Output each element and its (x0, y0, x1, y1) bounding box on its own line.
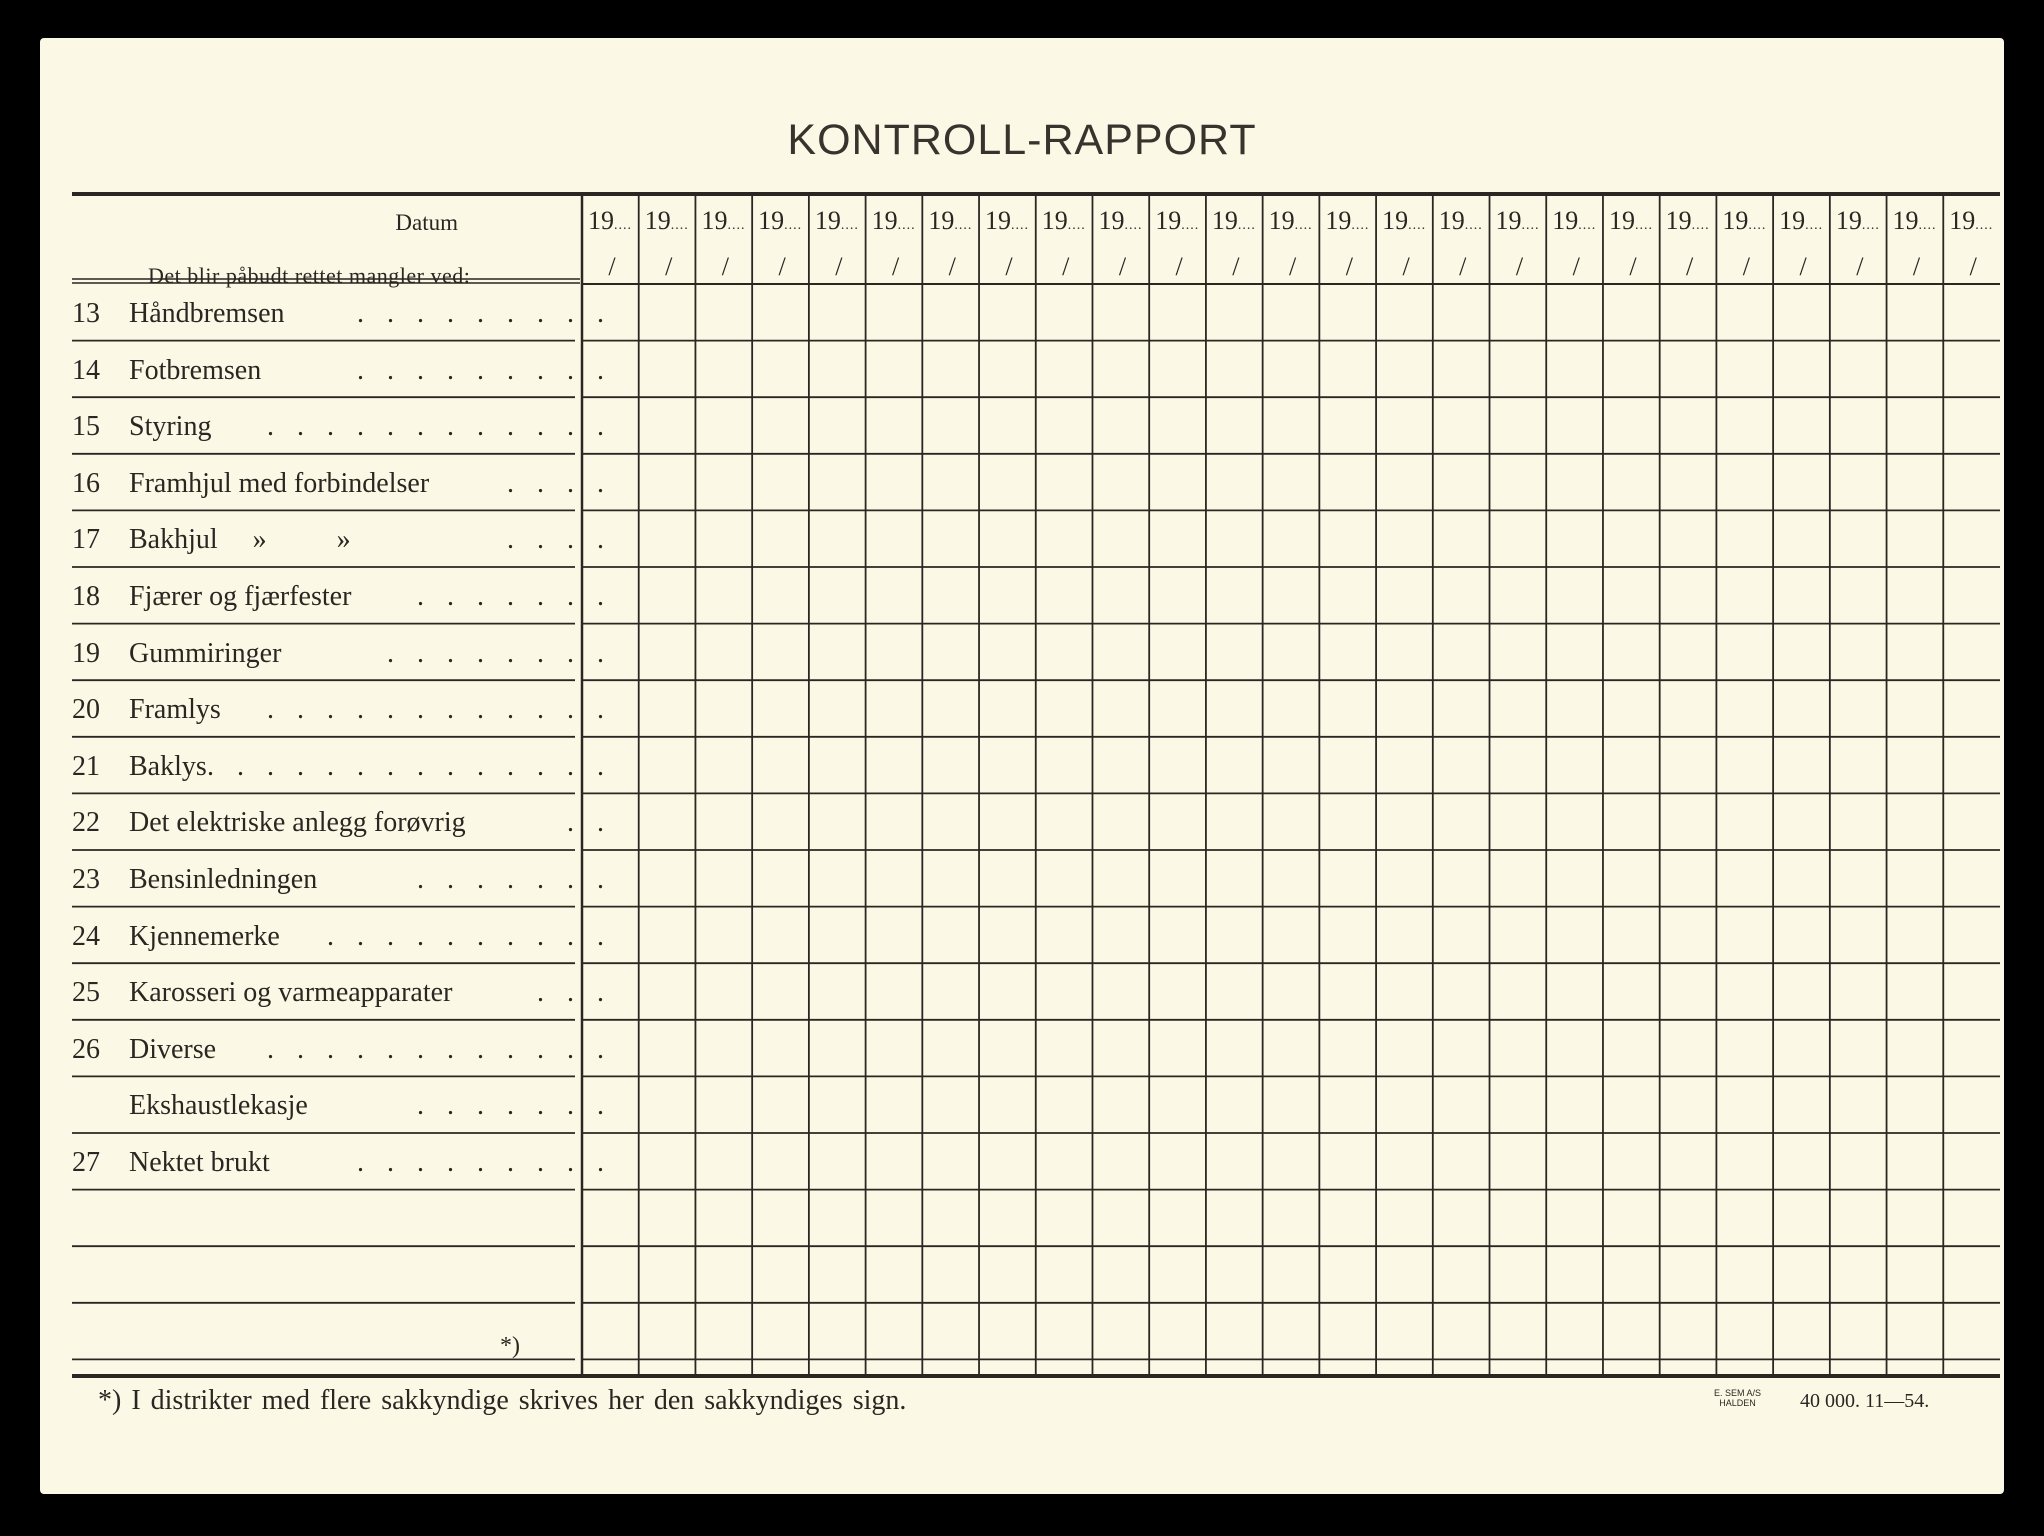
column-year (1439, 206, 1483, 236)
column-year (1098, 206, 1142, 236)
row-number: 17 (72, 524, 100, 556)
year-prefix: 19 (1495, 206, 1522, 235)
column-year (1042, 206, 1086, 236)
column-year (1779, 206, 1823, 236)
row-number: 21 (72, 750, 100, 782)
row-label: Bakhjul » » (129, 524, 351, 556)
column-year (1269, 206, 1313, 236)
mangler-label: Det blir påbudt rettet mangler ved: (148, 263, 471, 288)
row-leader-dots: . . (567, 807, 612, 839)
row-leader-dots: . . . . . . . . . (357, 354, 612, 386)
row-leader-dots: . . . . . . . (417, 1090, 612, 1122)
year-prefix: 19 (701, 206, 728, 235)
column-date-slash: / (835, 252, 843, 281)
column-year (1666, 206, 1710, 236)
row-label: Kjennemerke (129, 920, 280, 952)
row-label: Framhjul med forbindelser (129, 467, 430, 499)
year-blank: .... (1124, 218, 1143, 233)
year-prefix: 19 (1892, 206, 1919, 235)
row-leader-dots: . . . . . . . (417, 864, 612, 895)
column-date-slash: / (1686, 252, 1694, 281)
year-blank: .... (1975, 218, 1994, 233)
column-date-slash: / (891, 252, 900, 281)
column-year (1325, 206, 1369, 236)
column-date-slash: / (948, 252, 956, 281)
row-leader-dots: . . . . . . . . (387, 637, 612, 669)
year-prefix: 19 (588, 206, 614, 235)
year-prefix: 19 (758, 206, 785, 235)
row-label: Styring (129, 411, 212, 443)
year-blank: .... (1011, 218, 1030, 233)
datum-label: Datum (395, 210, 458, 235)
year-blank: .... (1181, 218, 1200, 233)
row-label: Fjærer og fjærfester (129, 581, 352, 612)
row-leader-dots: . . . . . . . . . (357, 298, 612, 329)
year-prefix: 19 (985, 206, 1012, 235)
year-blank: .... (840, 218, 859, 233)
year-blank: .... (670, 218, 689, 233)
row-number: 25 (72, 977, 100, 1009)
row-number: 22 (72, 807, 100, 839)
row-number: 24 (72, 920, 100, 952)
signature-mark: *) (500, 1333, 520, 1359)
row-label: Karosseri og varmeapparater (129, 977, 453, 1009)
column-year (985, 206, 1029, 236)
row-leader-dots: . . . . . . . . . . . . (267, 411, 612, 443)
year-prefix: 19 (1722, 206, 1749, 235)
year-blank: .... (784, 218, 803, 233)
row-number: 23 (72, 864, 100, 895)
column-year (815, 206, 859, 236)
column-year (1496, 206, 1540, 236)
column-date-slash: / (1402, 252, 1410, 281)
footnote: *) I distrikter med flere sakkyndige skrives her den sakkyndiges sign. (98, 1385, 907, 1416)
column-date-slash: / (1005, 252, 1013, 281)
year-prefix: 19 (1325, 206, 1352, 235)
column-year (588, 206, 632, 236)
column-date-slash: / (1118, 252, 1127, 281)
row-number: 15 (72, 411, 100, 443)
year-blank: .... (1351, 218, 1370, 233)
column-year (1722, 206, 1766, 236)
column-year (1552, 206, 1596, 236)
column-date-slash: / (1856, 252, 1864, 281)
year-blank: .... (727, 218, 746, 233)
row-label: Ekshaustlekasje (129, 1090, 308, 1122)
row-label: Gummiringer (129, 637, 282, 669)
column-year (758, 206, 802, 236)
year-blank: .... (1408, 218, 1427, 233)
year-blank: .... (1861, 218, 1880, 233)
row-label: Bensinledningen (129, 864, 318, 895)
year-blank: .... (614, 218, 632, 233)
column-year (1212, 206, 1256, 236)
column-year (1609, 206, 1653, 236)
column-date-slash: / (1799, 252, 1807, 281)
column-date-slash: / (1459, 252, 1467, 281)
year-blank: .... (1805, 218, 1824, 233)
year-blank: .... (1521, 218, 1540, 233)
row-number: 16 (72, 467, 100, 499)
year-prefix: 19 (1098, 206, 1125, 235)
row-leader-dots: . . . . (507, 524, 612, 556)
column-year (1382, 206, 1426, 236)
year-blank: .... (1578, 218, 1597, 233)
print-number: 40 000. 11—54. (1800, 1390, 1930, 1412)
row-number: 14 (72, 354, 100, 386)
row-number: 19 (72, 637, 100, 669)
year-blank: .... (1294, 218, 1313, 233)
row-label: Fotbremsen (129, 354, 262, 386)
row-label: Det elektriske anlegg forøvrig (129, 807, 466, 839)
year-prefix: 19 (644, 206, 671, 235)
year-blank: .... (1691, 218, 1710, 233)
row-leader-dots: . . . . (507, 467, 612, 499)
year-prefix: 19 (928, 206, 955, 235)
row-label: Baklys (129, 750, 207, 782)
row-label: Nektet brukt (129, 1147, 270, 1178)
report-card (40, 38, 2004, 1494)
year-prefix: 19 (814, 206, 841, 235)
year-prefix: 19 (1949, 206, 1976, 235)
column-date-slash: / (1345, 252, 1353, 281)
row-leader-dots: . . . . . . . . . . . . . . (207, 750, 612, 782)
year-blank: .... (1748, 218, 1767, 233)
column-date-slash: / (1232, 252, 1240, 281)
column-date-slash: / (1969, 252, 1977, 281)
column-date-slash: / (1629, 252, 1637, 281)
column-year (645, 206, 689, 236)
row-leader-dots: . . . . . . . (417, 581, 612, 612)
column-year (1155, 206, 1199, 236)
printer-line-1: E. SEM A/S (1714, 1388, 1762, 1398)
year-prefix: 19 (1041, 206, 1068, 235)
row-leader-dots: . . . . . . . . . (357, 1147, 612, 1178)
year-blank: .... (1634, 218, 1653, 233)
year-prefix: 19 (1155, 206, 1182, 235)
column-year (1836, 206, 1880, 236)
column-date-slash: / (608, 252, 616, 281)
row-number: 27 (72, 1147, 100, 1178)
year-prefix: 19 (1268, 206, 1295, 235)
row-number: 20 (72, 694, 100, 726)
year-prefix: 19 (1438, 206, 1465, 235)
row-leader-dots: . . . . . . . . . . (327, 920, 612, 952)
year-blank: .... (1918, 218, 1937, 233)
year-prefix: 19 (1608, 206, 1635, 235)
row-label: Håndbremsen (129, 298, 285, 329)
column-date-slash: / (1572, 252, 1580, 281)
year-prefix: 19 (1779, 206, 1806, 235)
row-number: 18 (72, 581, 100, 612)
year-blank: .... (954, 218, 973, 233)
row-leader-dots: . . . . . . . . . . . . (267, 694, 612, 726)
year-prefix: 19 (871, 206, 898, 235)
column-date-slash: / (721, 252, 730, 281)
year-prefix: 19 (1665, 206, 1692, 235)
year-blank: .... (1067, 218, 1086, 233)
year-prefix: 19 (1552, 206, 1579, 235)
row-leader-dots: . . . . . . . . . . . . (267, 1033, 612, 1065)
row-number: 13 (72, 298, 100, 329)
column-date-slash: / (1289, 252, 1297, 281)
column-date-slash: / (1742, 252, 1750, 281)
row-number: 26 (72, 1033, 100, 1065)
year-prefix: 19 (1382, 206, 1409, 235)
column-date-slash: / (1912, 252, 1921, 281)
column-date-slash: / (1062, 252, 1070, 281)
year-prefix: 19 (1211, 206, 1238, 235)
year-prefix: 19 (1835, 206, 1862, 235)
column-year (928, 206, 972, 236)
column-date-slash: / (665, 252, 673, 281)
row-leader-dots: . . . (537, 977, 612, 1009)
column-date-slash: / (778, 252, 786, 281)
year-blank: .... (897, 218, 916, 233)
column-year (1893, 206, 1937, 236)
printer-line-2: HALDEN (1719, 1398, 1756, 1408)
column-year (872, 206, 916, 236)
year-blank: .... (1464, 218, 1483, 233)
printer-imprint (1714, 1388, 1761, 1408)
column-year (701, 206, 745, 236)
year-blank: .... (1237, 218, 1256, 233)
column-year (1949, 206, 1993, 236)
row-label: Framlys (129, 694, 221, 726)
form-title: KONTROLL-RAPPORT (787, 116, 1257, 164)
column-date-slash: / (1175, 252, 1183, 281)
row-label: Diverse (129, 1033, 217, 1065)
column-date-slash: / (1515, 252, 1524, 281)
